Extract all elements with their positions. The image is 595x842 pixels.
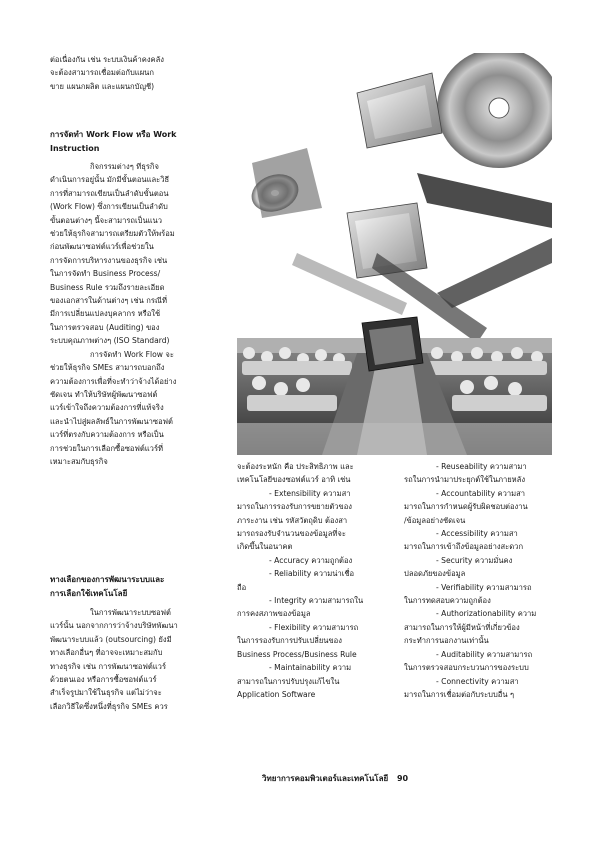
text-line: Business Process/Business Rule bbox=[237, 649, 357, 659]
alternatives-paragraph bbox=[50, 606, 228, 713]
text-line: มารถในการกำหนดผู้รับผิดชอบต่องาน bbox=[404, 502, 528, 512]
text-line: ขั้นตอนต่างๆ นี้จะสามารถเป็นแนว bbox=[50, 215, 162, 225]
list-item: - Accountability ความสา bbox=[436, 488, 526, 498]
text-line: ถือ bbox=[237, 582, 247, 592]
text-line: มารถในการเชื่อมต่อกับระบบอื่น ๆ bbox=[404, 689, 515, 699]
list-item: - Integrity ความสามารถใน bbox=[269, 596, 364, 606]
text-line: เหมาะสมกับธุรกิจ bbox=[50, 456, 108, 466]
list-item: - Auditability ความสามารถ bbox=[436, 649, 533, 659]
text-line: การที่สามารถเขียนเป็นลำดับขั้นตอน bbox=[50, 188, 169, 198]
text-line: ในการพัฒนาระบบซอฟต์ bbox=[90, 608, 171, 617]
text-line: เทคโนโลยีของซอฟต์แวร์ อาทิ เช่น bbox=[237, 475, 351, 485]
quality-attributes-col2 bbox=[237, 460, 397, 701]
quality-attributes-col3 bbox=[404, 460, 554, 701]
text-line: ขาย แผนกผลิต และแผนกบัญชี) bbox=[50, 81, 155, 91]
text-line: กิจกรรมต่างๆ ทีธุรกิจ bbox=[90, 162, 159, 171]
text-line: สามารถในการให้ผู้มีหน้าที่เกี่ยวข้อง bbox=[404, 622, 520, 632]
footer-journal-name: วิทยาการคอมพิวเตอร์และเทคโนโลยี bbox=[262, 774, 389, 783]
text-line: ชัดเจน ทำให้บริษัทผู้พัฒนาซอฟต์ bbox=[50, 389, 158, 399]
text-line: แวร์เข้าใจถึงความต้องการที่แท้จริง bbox=[50, 403, 164, 413]
text-line: การจัดทำ Work Flow จะ bbox=[90, 349, 174, 359]
text-line: ในการจัดทำ Business Process/ bbox=[50, 269, 161, 279]
list-item: - Maintainability ความ bbox=[269, 663, 352, 673]
text-line: จะต้องสามารถเชื่อมต่อกับแผนก bbox=[50, 68, 154, 78]
text-line: ก่อนพัฒนาซอฟต์แวร์เพื่อช่วยใน bbox=[50, 242, 154, 252]
text-line: ทางเลือกอื่นๆ ที่อาจจะเหมาะสมกับ bbox=[50, 648, 163, 658]
monitor-icon bbox=[357, 73, 442, 148]
text-line: มารถรองรับจำนวนของข้อมูลที่จะ bbox=[237, 529, 346, 539]
heading-line: ทางเลือกของการพัฒนาระบบและ bbox=[50, 575, 165, 584]
text-line: /ข้อมูลอย่างชัดเจน bbox=[404, 515, 466, 525]
text-line: (Work Flow) ซึ่งการเขียนเป็นลำดับ bbox=[50, 202, 168, 212]
text-line: ต่อเนื่องกัน เช่น ระบบเงินค้าคงคลัง bbox=[50, 55, 164, 64]
heading-line: การจัดทำ Work Flow หรือ Work bbox=[50, 130, 177, 139]
text-line: ทางธุรกิจ เช่น การพัฒนาซอฟต์แวร์ bbox=[50, 661, 167, 671]
list-item: - Connectivity ความสา bbox=[436, 676, 519, 686]
text-line: ช่วยให้ธุรกิจสามารถเตรียมตัวให้พร้อม bbox=[50, 229, 175, 239]
text-line: ช่วยให้ธุรกิจ SMEs สามารถบอกถึง bbox=[50, 363, 165, 373]
text-line: มีการเปลี่ยนแปลงบุคลากร หรือใช้ bbox=[50, 309, 161, 319]
list-item: - Flexibility ความสามารถ bbox=[269, 622, 359, 632]
page-number: 90 bbox=[396, 774, 409, 783]
text-line: Application Software bbox=[237, 689, 316, 699]
monitor-icon bbox=[252, 148, 322, 218]
text-line: การช่วยในการเลือกซื้อซอฟต์แวร์ที่ bbox=[50, 443, 164, 453]
text-line: และนำไปสู่ผลลัพธ์ในการพัฒนาซอฟต์ bbox=[50, 416, 173, 426]
text-line: ในการตรวจสอบ (Auditing) ของ bbox=[50, 322, 160, 332]
text-line: ในการทดสอบความถูกต้อง bbox=[404, 596, 491, 606]
text-line: มารถในการเข้าถึงข้อมูลอย่างสะดวก bbox=[404, 542, 524, 552]
text-line: สามารถในการปรับปรุงแก้ไขใน bbox=[237, 676, 340, 686]
list-item: - Reliability ความน่าเชื่อ bbox=[269, 569, 355, 579]
text-line: รถในการนำมาประยุกต์ใช้ในภายหลัง bbox=[404, 475, 526, 485]
text-line: สำเร็จรูปมาใช้ในธุรกิจ แต่ไม่ว่าจะ bbox=[50, 688, 162, 698]
list-item: - Accessibility ความสา bbox=[436, 529, 518, 539]
monitor-icon bbox=[362, 317, 423, 371]
text-line: แวร์นั้น นอกจากการว่าจ้างบริษัทพัฒนา bbox=[50, 621, 178, 631]
text-line: Business Rule รวมถึงรายละเอียด bbox=[50, 282, 165, 292]
text-line: ของเอกสารในด้านต่างๆ เช่น กรณีที่ bbox=[50, 296, 167, 306]
section-heading-workflow bbox=[50, 128, 210, 155]
text-line: ในการตรวจสอบกระบวนการของระบบ bbox=[404, 663, 529, 673]
intro-text bbox=[50, 53, 205, 93]
text-line: มารถในการรองรับการขยายตัวของ bbox=[237, 502, 352, 512]
list-item: - Security ความมั่นคง bbox=[436, 555, 513, 565]
text-line: ปลอดภัยของข้อมูล bbox=[404, 569, 466, 579]
text-line: การคงสภาพของข้อมูล bbox=[237, 609, 311, 619]
text-line: พัฒนาระบบแล้ว (outsourcing) ยังมี bbox=[50, 634, 172, 644]
text-line: ความต้องการเพื่อที่จะทำว่าจ้างได้อย่าง bbox=[50, 376, 177, 386]
list-item: - Reuseability ความสามา bbox=[436, 462, 527, 471]
workflow-paragraph bbox=[50, 160, 228, 468]
list-item: - Extensibility ความสา bbox=[269, 488, 351, 498]
text-line: การจัดการบริหารงานของธุรกิจ เช่น bbox=[50, 255, 168, 265]
article-illustration bbox=[237, 53, 552, 455]
text-line: ในการรองรับการปรับเปลี่ยนของ bbox=[237, 636, 342, 646]
text-line: กระทำการนอกงานเท่านั้น bbox=[404, 636, 489, 646]
text-line: ภาระงาน เช่น รหัสวัตถุดิบ ต้องสา bbox=[237, 515, 348, 525]
text-line: เกิดขึ้นในอนาคต bbox=[237, 542, 293, 552]
cd-disc-icon bbox=[437, 53, 552, 168]
page-footer bbox=[262, 772, 408, 785]
heading-line: Instruction bbox=[50, 143, 100, 153]
text-line: เลือกวิธีใดซึ่งหนึ่งที่ธุรกิจ SMEs ควร bbox=[50, 701, 168, 711]
section-heading-alternatives bbox=[50, 573, 225, 600]
heading-line: การเลือกใช้เทคโนโลยี bbox=[50, 588, 128, 598]
list-item: - Verifiability ความสามารถ bbox=[436, 582, 532, 592]
text-line: จะต้องระหนัก คือ ประสิทธิภาพ และ bbox=[237, 462, 354, 471]
text-line: แวร์ที่ตรงกับความต้องการ หรือเป็น bbox=[50, 430, 164, 440]
text-line: ด้วยตนเอง หรือการซื้อซอฟต์แวร์ bbox=[50, 675, 157, 685]
list-item: - Accuracy ความถูกต้อง bbox=[269, 555, 353, 565]
text-line: ดำเนินการอยู่นั้น มักมีขั้นตอนและวิธี bbox=[50, 175, 170, 185]
list-item: - Authorizationability ความ bbox=[436, 609, 537, 619]
text-line: ระบบคุณภาพต่างๆ (ISO Standard) bbox=[50, 336, 170, 346]
